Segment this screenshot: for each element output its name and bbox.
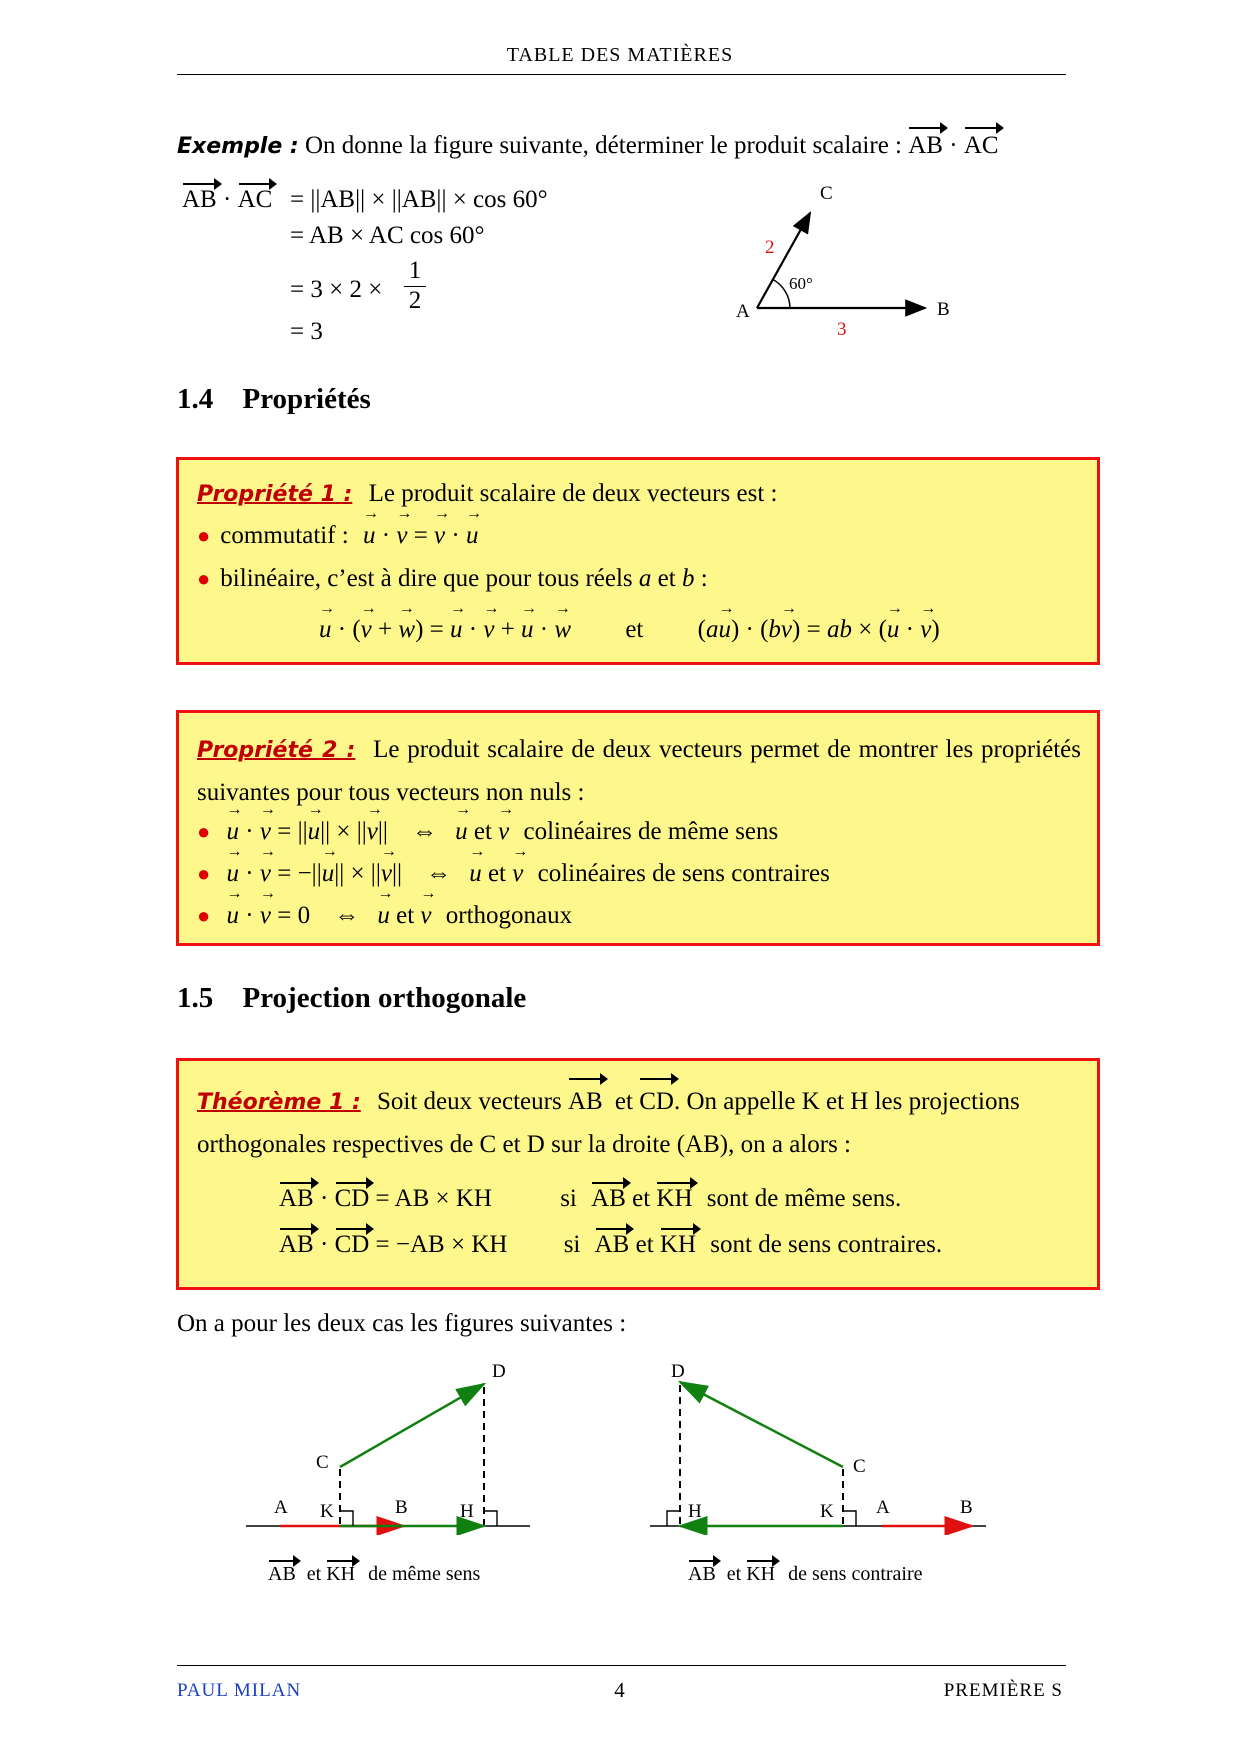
property-1-box	[176, 457, 1100, 665]
length-AC: 2	[765, 237, 775, 258]
angle-arc	[772, 279, 790, 308]
label-C: C	[820, 183, 833, 204]
label-B: B	[937, 299, 950, 320]
footer-level: PREMIÈRE S	[943, 1680, 1063, 1701]
segment-AC	[757, 213, 810, 308]
section-1-4-heading: 1.4 Propriétés	[177, 383, 371, 415]
calc-line-2: = AB × AC cos 60°	[290, 222, 485, 249]
footer-rule	[177, 1665, 1066, 1666]
theorem-line-2: AB · CD = −AB × KH si AB et KH sont de sens contraires.	[279, 1231, 943, 1258]
right-angle-H	[484, 1511, 497, 1526]
property-1-item-2: ● bilinéaire, c’est à dire que pour tous réels a et b :	[197, 565, 708, 592]
length-AB: 3	[837, 319, 847, 340]
label-B: B	[960, 1497, 973, 1518]
label-A: A	[876, 1497, 890, 1518]
example-label: Exemple :	[177, 134, 299, 159]
example-statement: Exemple : On donne la figure suivante, déterminer le produit scalaire : AB · AC	[177, 130, 999, 163]
label-K: K	[320, 1501, 334, 1522]
projection-figure-same-direction	[240, 1355, 540, 1535]
calc-line-3: = 3 × 2 ×	[290, 276, 383, 303]
bilinearity-formula: → u · (→ v + → w) = → u · → v + → u · → w et (a→ u) · (b→ v) = ab × (→ u · → v)	[319, 616, 940, 644]
right-angle-K	[843, 1511, 856, 1526]
calc-lhs: AB · AC	[182, 186, 273, 213]
theorem-line-1: AB · CD = AB × KH si AB et KH sont de même sens.	[279, 1185, 902, 1212]
label-H: H	[688, 1501, 702, 1522]
property-2-intro: Propriété 2 : Le produit scalaire de deux vecteurs permet de montrer les propriétés suivantes pour tous vecteurs non nuls :	[197, 736, 1081, 806]
running-header: TABLE DES MATIÈRES	[506, 44, 734, 66]
vector-CD-arrow	[680, 1382, 843, 1467]
projection-figure-opposite-direction	[640, 1355, 1000, 1535]
right-angle-K	[340, 1511, 353, 1526]
header-rule	[177, 74, 1066, 75]
label-C: C	[853, 1456, 866, 1477]
label-D: D	[671, 1361, 685, 1382]
calc-line-1: = ||AB|| × ||AB|| × cos 60°	[290, 186, 548, 213]
property-1-item-1: ● commutatif : → u · → v = → v · → u	[197, 520, 478, 553]
right-angle-H	[667, 1511, 680, 1526]
figures-intro: On a pour les deux cas les figures suivantes :	[177, 1310, 627, 1337]
theorem-1-box	[176, 1058, 1100, 1290]
property-1-intro: Propriété 1 : Le produit scalaire de deux vecteurs est :	[197, 480, 778, 507]
vector-AC: AC	[964, 130, 999, 163]
theorem-1-intro: Théorème 1 : Soit deux vecteurs AB et CD. On appelle K et H les projections orthogonales respectives de C et D sur la droite (AB), on a alors :	[197, 1081, 1081, 1166]
caption-left: AB et KH de même sens	[268, 1563, 481, 1585]
property-2-label: Propriété 2 :	[197, 738, 356, 763]
angle-label: 60°	[789, 274, 813, 293]
calc-line-4: = 3	[290, 318, 323, 345]
label-A: A	[274, 1497, 288, 1518]
page-number: 4	[614, 1678, 626, 1702]
section-1-5-heading: 1.5 Projection orthogonale	[177, 982, 527, 1014]
label-D: D	[492, 1361, 506, 1382]
label-H: H	[460, 1501, 474, 1522]
property-2-item-1: ● → u · → v = ||→ u|| × ||→ v|| ⇔→ u et → v colinéaires de même sens	[197, 816, 778, 849]
property-1-label: Propriété 1 :	[197, 482, 353, 507]
theorem-1-label: Théorème 1 :	[197, 1090, 361, 1115]
label-B: B	[395, 1497, 408, 1518]
property-2-item-2: ● → u · → v = −||→ u|| × ||→ v|| ⇔→ u et → v colinéaires de sens contraires	[197, 858, 830, 891]
label-K: K	[820, 1501, 834, 1522]
property-2-box	[176, 710, 1100, 946]
vector-CD-arrow	[340, 1384, 484, 1467]
property-2-item-3: ● → u · → v = 0 ⇔→ u et → v orthogonaux	[197, 900, 572, 933]
example-text: On donne la figure suivante, déterminer le produit scalaire :	[304, 132, 902, 159]
example-angle-figure	[720, 175, 960, 345]
label-A: A	[736, 301, 750, 322]
vector-AB: AB	[908, 130, 943, 163]
caption-right: AB et KH de sens contraire	[688, 1563, 923, 1585]
calc-fraction: 1 2	[404, 257, 426, 316]
label-C: C	[316, 1452, 329, 1473]
footer-author: PAUL MILAN	[177, 1680, 302, 1701]
